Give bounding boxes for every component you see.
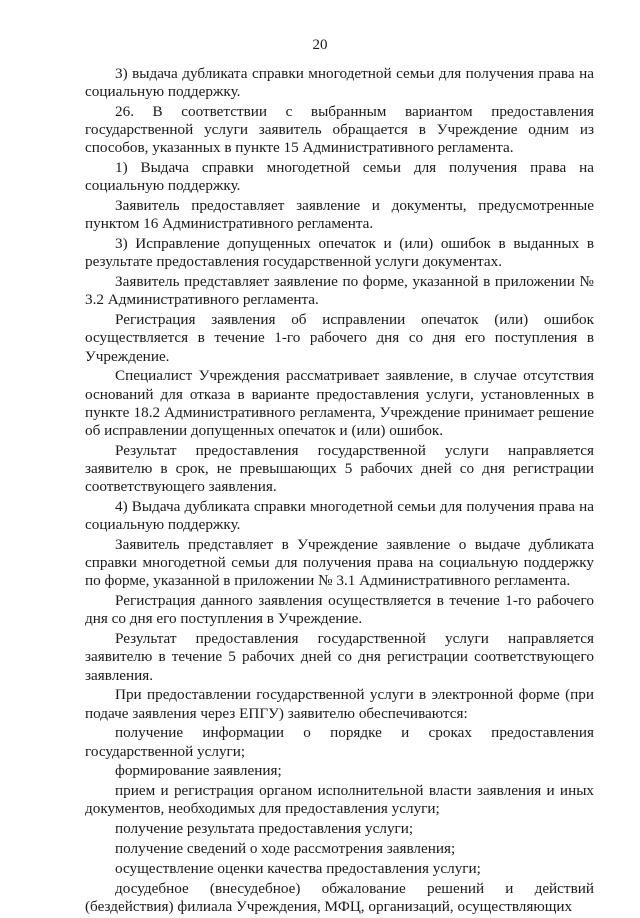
paragraph: прием и регистрация органом исполнительной власти заявления и иных документов, необходимых для предоставления услуги; bbox=[85, 782, 594, 818]
paragraph: Заявитель представляет заявление по форме, указанной в приложении № 3.2 Административного регламента. bbox=[85, 273, 594, 309]
paragraph: получение сведений о ходе рассмотрения заявления; bbox=[115, 840, 456, 858]
paragraph: 3) выдача дубликата справки многодетной семьи для получения права на социальную поддержку. bbox=[85, 65, 594, 101]
paragraph: формирование заявления; bbox=[115, 762, 282, 780]
paragraph: Регистрация данного заявления осуществляется в течение 1-го рабочего дня со дня его поступления в Учреждение. bbox=[85, 592, 594, 628]
document-body bbox=[85, 65, 594, 918]
paragraph: 3) Исправление допущенных опечаток и (или) ошибок в выданных в результате предоставления государственной услуги документах. bbox=[85, 235, 594, 271]
paragraph: Специалист Учреждения рассматривает заявление, в случае отсутствия оснований для отказа в варианте предоставления услуги, установленных в пункте 18.2 Административного регламента, Учреждение принимает решение об исправлении допущенных опечаток и (или) ошибок. bbox=[85, 367, 594, 440]
paragraph: Заявитель предоставляет заявление и документы, предусмотренные пунктом 16 Административного регламента. bbox=[85, 197, 594, 233]
paragraph: 4) Выдача дубликата справки многодетной семьи для получения права на социальную поддержку. bbox=[85, 498, 594, 534]
paragraph: Результат предоставления государственной услуги направляется заявителю в течение 5 рабочих дней со дня регистрации соответствующего заявления. bbox=[85, 630, 594, 684]
paragraph: осуществление оценки качества предоставления услуги; bbox=[115, 859, 481, 877]
paragraph: При предоставлении государственной услуги в электронной форме (при подаче заявления через ЕПГУ) заявителю обеспечиваются: bbox=[85, 686, 594, 722]
paragraph: получение результата предоставления услуги; bbox=[115, 820, 414, 838]
page-number: 20 bbox=[312, 37, 328, 53]
paragraph: Заявитель представляет в Учреждение заявление о выдаче дубликата справки многодетной семьи для получения права на социальную поддержку по форме, указанной в приложении № 3.1 Административного регламента. bbox=[85, 536, 594, 590]
paragraph: получение информации о порядке и сроках предоставления государственной услуги; bbox=[85, 724, 594, 760]
paragraph: досудебное (внесудебное) обжалование решений и действий (бездействия) филиала Учреждения, МФЦ, организаций, осуществляющих bbox=[85, 879, 594, 915]
paragraph: Регистрация заявления об исправлении опечаток (или) ошибок осуществляется в течение 1-го рабочего дня со дня его поступления в Учреждение. bbox=[85, 311, 594, 365]
paragraph: 26. В соответствии с выбранным вариантом предоставления государственной услуги заявитель обращается в Учреждение одним из способов, указанных в пункте 15 Административного регламента. bbox=[85, 103, 594, 157]
paragraph: 1) Выдача справки многодетной семьи для получения права на социальную поддержку. bbox=[85, 159, 594, 195]
paragraph: Результат предоставления государственной услуги направляется заявителю в срок, не превышающих 5 рабочих дней со дня регистрации соответствующего заявления. bbox=[85, 441, 594, 496]
